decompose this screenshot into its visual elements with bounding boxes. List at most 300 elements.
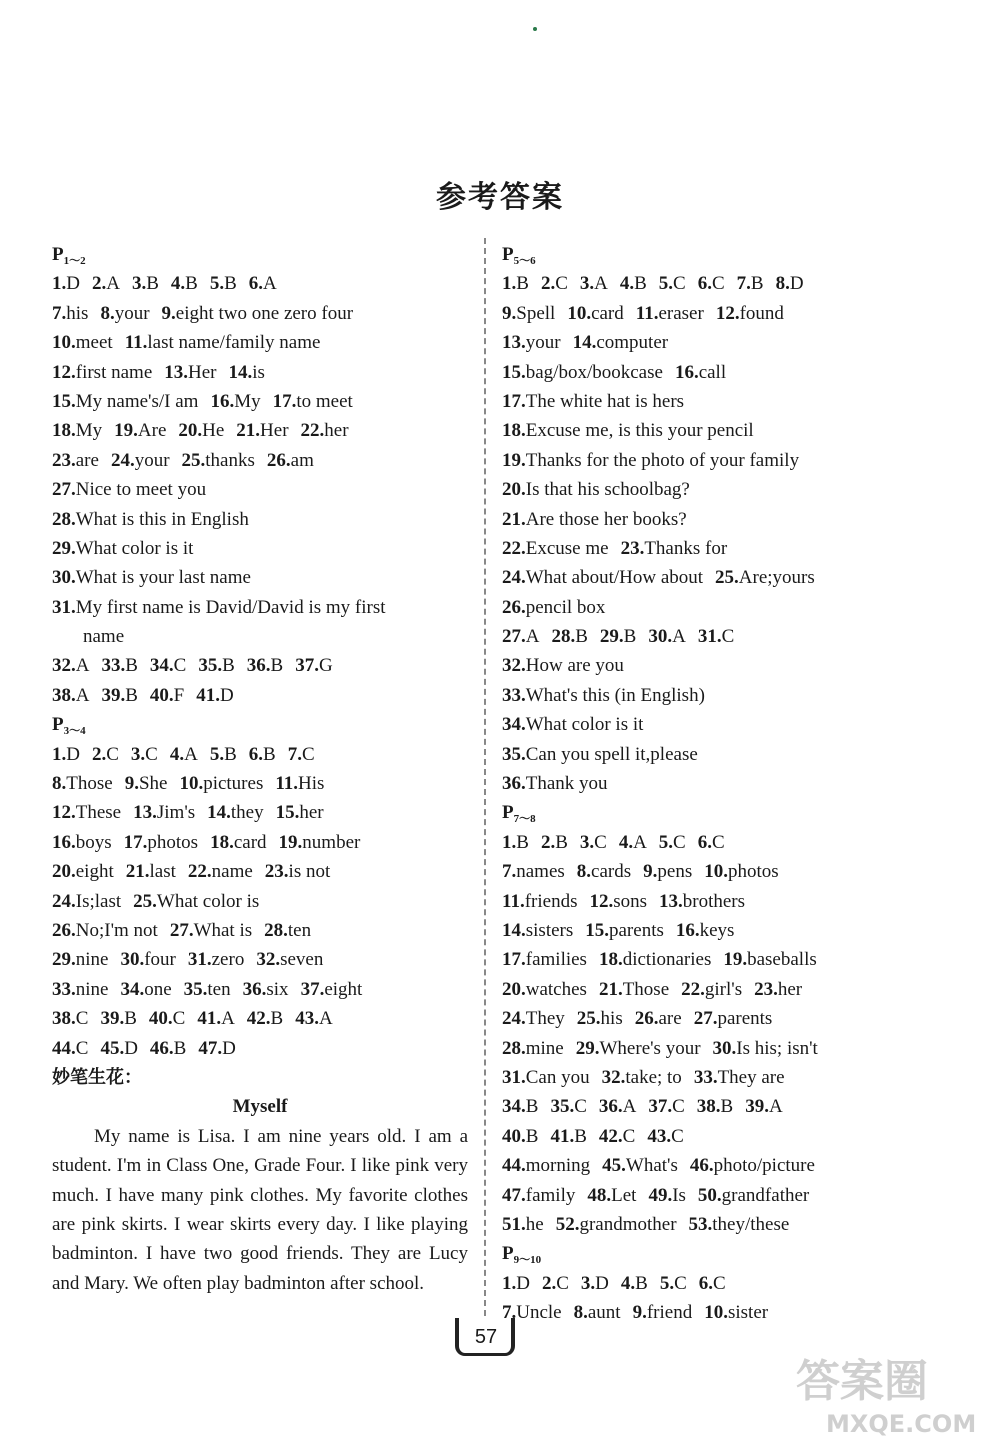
answer-line <box>52 887 468 916</box>
answer-text: seven <box>280 949 324 971</box>
answer-number: 26. <box>634 1008 659 1030</box>
answer-item <box>577 861 631 882</box>
answer-text: B <box>634 273 647 295</box>
answer-text: four <box>144 949 176 971</box>
answer-number: 43. <box>647 1125 672 1147</box>
answer-text: pencil box <box>525 596 606 618</box>
answer-text: Where's your <box>599 1037 701 1059</box>
answer-line <box>52 446 468 475</box>
answer-item <box>131 744 158 765</box>
answer-number: 38. <box>52 684 76 706</box>
section-label <box>502 1239 932 1268</box>
answer-item <box>556 1214 677 1235</box>
answer-number: 34. <box>502 714 526 736</box>
answer-item <box>236 420 288 441</box>
answer-item <box>210 832 266 853</box>
answer-number: 4. <box>620 1272 636 1294</box>
answer-item <box>551 626 587 647</box>
answer-item <box>659 273 686 294</box>
answer-item <box>150 685 184 706</box>
answer-item <box>101 685 137 706</box>
answer-item <box>52 509 249 530</box>
answer-number: 35. <box>183 978 208 1000</box>
answer-number: 11. <box>502 890 525 912</box>
answer-text: C <box>671 1125 684 1147</box>
answer-text: last <box>149 861 176 883</box>
answer-item <box>210 273 237 294</box>
answer-number: 11. <box>635 302 659 324</box>
answer-text: What color is it <box>525 714 644 736</box>
answer-text: C <box>555 273 568 295</box>
answer-text: Excuse me <box>525 537 609 559</box>
answer-text: sister <box>727 1302 769 1324</box>
answer-number: 37. <box>648 1096 673 1118</box>
answer-line <box>52 475 468 504</box>
answer-number: 32. <box>256 949 281 971</box>
answer-number: 39. <box>745 1096 769 1118</box>
answer-line <box>502 1063 932 1092</box>
answer-item <box>502 655 624 676</box>
answer-text: B <box>146 273 159 295</box>
answer-number: 40. <box>502 1125 526 1147</box>
answer-item <box>723 949 816 970</box>
answer-number: 10. <box>52 332 76 354</box>
answer-line <box>52 328 468 357</box>
answer-item <box>52 655 89 676</box>
answer-number: 47. <box>198 1037 223 1059</box>
right-column <box>502 240 932 1327</box>
answer-item <box>704 1302 768 1323</box>
answer-number: 30. <box>52 567 76 589</box>
answer-text: D <box>124 1037 138 1059</box>
answer-line <box>502 975 932 1004</box>
answer-number: 1. <box>502 831 517 853</box>
answer-text: B <box>263 743 276 765</box>
answer-number: 15. <box>585 919 609 941</box>
answer-item <box>133 891 259 912</box>
answer-number: 44. <box>52 1037 76 1059</box>
answer-number: 5. <box>209 273 225 295</box>
answer-line <box>52 1034 468 1063</box>
essay-title: Myself <box>232 1096 288 1118</box>
answer-text: her <box>777 978 803 1000</box>
answer-text: found <box>739 302 784 324</box>
answer-text: is <box>252 361 265 383</box>
essay-paragraph: My name is Lisa. I am nine years old. I am a student. I'm in Class One, Grade Four. I like pink very much. I have many pink clothes. My favorite clothes are pink skirts. I wear skirts every day. I like playing badminton. I have two good friends. They are Lucy and Mary. We often play badminton after school. <box>52 1125 468 1294</box>
answer-item <box>184 979 231 1000</box>
answer-item <box>179 773 263 794</box>
answer-number: 35. <box>550 1096 575 1118</box>
answer-text: six <box>266 978 289 1000</box>
answer-line <box>502 1034 932 1063</box>
answer-item <box>52 949 108 970</box>
answer-line <box>502 358 932 387</box>
section-label-pages: 5～6 <box>513 255 536 267</box>
watermark-text-en: MXQE.COM <box>826 1410 977 1438</box>
answer-number: 6. <box>698 1272 714 1294</box>
answer-line <box>502 387 932 416</box>
answer-text: cards <box>591 861 632 883</box>
answer-item <box>621 538 728 559</box>
answer-item <box>120 949 175 970</box>
answer-item <box>502 597 605 618</box>
answer-text: His <box>298 773 325 795</box>
answer-number: 5. <box>659 1272 675 1294</box>
answer-line <box>52 916 468 945</box>
answer-number: 7. <box>736 273 751 295</box>
answer-item <box>92 744 119 765</box>
answer-text: computer <box>596 332 669 354</box>
answer-line <box>502 769 932 798</box>
answer-text: They are <box>717 1066 785 1088</box>
answer-number: 3. <box>579 273 595 295</box>
answer-line <box>502 710 932 739</box>
answer-number: 4. <box>170 273 186 295</box>
essay-heading: 妙笔生花： <box>52 1066 142 1088</box>
answer-text: B <box>125 655 138 677</box>
answer-item <box>83 626 124 647</box>
answer-item <box>101 655 137 676</box>
answer-number: 8. <box>100 302 115 324</box>
answer-number: 11. <box>124 332 148 354</box>
answer-text: your <box>525 332 561 354</box>
answer-item <box>716 303 784 324</box>
answer-line <box>502 681 932 710</box>
answer-item <box>502 861 565 882</box>
answer-number: 2. <box>541 1272 557 1294</box>
answer-item <box>698 273 725 294</box>
answer-text: eraser <box>658 302 704 324</box>
answer-number: 4. <box>169 743 185 765</box>
answer-number: 23. <box>52 449 76 471</box>
answer-text: Is <box>672 1184 686 1206</box>
answer-item <box>550 1126 586 1147</box>
answer-number: 23. <box>264 861 289 883</box>
answer-item <box>567 303 623 324</box>
answer-item <box>132 273 159 294</box>
answer-text: Is;last <box>75 890 122 912</box>
answer-item <box>264 920 311 941</box>
answer-number: 22. <box>187 861 212 883</box>
answer-number: 22. <box>300 420 325 442</box>
answer-text: B <box>173 1037 187 1059</box>
answer-number: 6. <box>248 273 264 295</box>
answer-number: 17. <box>123 831 148 853</box>
answer-number: 12. <box>52 802 76 824</box>
answer-item <box>689 1214 790 1235</box>
answer-number: 13. <box>502 332 526 354</box>
answer-item <box>502 626 539 647</box>
answer-number: 49. <box>648 1184 673 1206</box>
answer-text: C <box>721 626 735 648</box>
answer-text: thanks <box>205 449 255 471</box>
answer-item <box>210 744 237 765</box>
answer-item <box>188 949 244 970</box>
answer-item <box>288 744 315 765</box>
answer-text: C <box>594 831 607 853</box>
answer-text: C <box>75 1008 89 1030</box>
answer-number: 1. <box>502 1272 517 1294</box>
section-label-pages: 9～10 <box>513 1254 542 1267</box>
answer-text: Thank you <box>525 773 608 795</box>
answer-item <box>542 1273 569 1294</box>
answer-number: 38. <box>52 1008 76 1030</box>
answer-text: eight <box>324 978 363 1000</box>
answer-number: 33. <box>693 1066 718 1088</box>
answer-number: 35. <box>198 655 223 677</box>
answer-item <box>52 332 113 353</box>
answer-number: 31. <box>52 596 76 618</box>
answer-number: 35. <box>502 743 526 765</box>
answer-text: pictures <box>203 773 264 795</box>
watermark-text-cn: 答案圈 <box>796 1356 928 1407</box>
answer-text: nine <box>75 978 109 1000</box>
answer-line <box>52 358 468 387</box>
answer-text: C <box>713 1272 726 1294</box>
answer-number: 40. <box>149 684 174 706</box>
answer-number: 3. <box>580 1272 596 1294</box>
answer-number: 38. <box>696 1096 721 1118</box>
answer-text: What about/How about <box>525 567 704 589</box>
section-label-pages: 1～2 <box>63 255 86 267</box>
answer-item <box>182 450 255 471</box>
answer-number: 25. <box>181 449 206 471</box>
answer-item <box>694 1067 785 1088</box>
answer-item <box>125 332 321 353</box>
answer-text: C <box>106 743 119 765</box>
answer-line <box>502 505 932 534</box>
answer-number: 37. <box>300 978 325 1000</box>
column-divider <box>484 238 486 1316</box>
answer-item <box>502 979 587 1000</box>
answer-number: 13. <box>164 361 189 383</box>
answer-item <box>502 1008 565 1029</box>
answer-text: C <box>574 1096 587 1118</box>
answer-number: 10. <box>704 1302 728 1324</box>
answer-item <box>599 949 711 970</box>
answer-line <box>502 651 932 680</box>
answer-item <box>675 362 726 383</box>
answer-text: are <box>75 449 99 471</box>
answer-text: What's <box>625 1155 678 1177</box>
answer-number: 10. <box>567 302 592 324</box>
answer-item <box>697 1096 733 1117</box>
answer-number: 1. <box>52 743 67 765</box>
answer-text: watches <box>525 978 587 1000</box>
answer-line <box>502 534 932 563</box>
answer-number: 14. <box>572 332 597 354</box>
answer-item <box>635 1008 682 1029</box>
answer-number: 30. <box>120 949 145 971</box>
answer-number: 40. <box>148 1008 173 1030</box>
answer-text: B <box>270 655 284 677</box>
answer-number: 20. <box>178 420 203 442</box>
answer-text: photo/picture <box>713 1155 815 1177</box>
answer-number: 52. <box>555 1213 580 1235</box>
answer-number: 30. <box>648 626 673 648</box>
answer-item <box>502 773 608 794</box>
answer-text: D <box>595 1272 609 1294</box>
answer-text: B <box>525 1125 539 1147</box>
answer-item <box>188 861 253 882</box>
answer-line <box>52 681 468 710</box>
answer-text: B <box>125 684 138 706</box>
answer-item <box>125 773 168 794</box>
answer-line <box>502 563 932 592</box>
answer-number: 18. <box>598 949 623 971</box>
answer-text: names <box>516 861 565 883</box>
answer-item <box>502 714 643 735</box>
answer-item <box>171 273 198 294</box>
answer-item <box>502 1096 538 1117</box>
answer-line <box>502 328 932 357</box>
answer-item <box>619 832 647 853</box>
answer-item <box>229 362 265 383</box>
answer-line <box>502 945 932 974</box>
answer-number: 5. <box>658 831 674 853</box>
answer-item <box>111 450 170 471</box>
answer-text: B <box>516 273 529 295</box>
answer-text: D <box>789 273 804 295</box>
answer-number: 9. <box>643 861 658 883</box>
answer-text: sons <box>613 890 648 912</box>
answer-item <box>643 861 692 882</box>
answer-number: 29. <box>52 537 76 559</box>
answer-item <box>660 1273 687 1294</box>
answer-item <box>589 891 647 912</box>
answer-number: 3. <box>130 743 146 765</box>
answer-text: name <box>83 626 125 648</box>
answer-item <box>599 1096 636 1117</box>
answer-item <box>600 626 636 647</box>
answer-number: 10. <box>704 861 728 883</box>
answer-number: 34. <box>149 655 174 677</box>
answer-text: number <box>302 831 361 853</box>
section-label-p: P <box>502 244 514 265</box>
answer-number: 36. <box>502 773 526 795</box>
answer-text: C <box>673 273 686 295</box>
answer-item <box>52 773 113 794</box>
answer-item <box>502 509 687 530</box>
answer-text: C <box>673 831 686 853</box>
answer-item <box>100 1008 136 1029</box>
answer-number: 6. <box>697 831 712 853</box>
answer-text: girl's <box>704 978 743 1000</box>
answer-item <box>599 1126 635 1147</box>
answer-item <box>621 1273 648 1294</box>
answer-item <box>249 744 276 765</box>
answer-line <box>52 534 468 563</box>
answer-text: meet <box>75 332 113 354</box>
answer-text: Are those her books? <box>525 508 687 530</box>
answer-number: 7. <box>502 1302 517 1324</box>
answer-item <box>150 655 186 676</box>
section-label-p: P <box>502 1243 514 1265</box>
answer-number: 8. <box>775 273 790 295</box>
answer-text: My <box>75 420 103 442</box>
answer-item <box>210 391 260 412</box>
answer-number: 18. <box>502 420 526 442</box>
answer-number: 17. <box>502 390 526 412</box>
answer-item <box>502 1185 575 1206</box>
answer-item <box>576 1038 701 1059</box>
answer-number: 21. <box>502 508 526 530</box>
answer-text: A <box>622 1096 637 1118</box>
answer-text: C <box>173 655 187 677</box>
answer-item <box>502 1067 590 1088</box>
answer-text: they/these <box>712 1213 790 1235</box>
answer-text: My first name is David/David is my first <box>75 596 386 618</box>
answer-item <box>243 979 289 1000</box>
answer-number: 22. <box>502 537 526 559</box>
answer-number: 23. <box>754 978 778 1000</box>
answer-number: 32. <box>52 655 76 677</box>
answer-item <box>114 420 166 441</box>
answer-item <box>276 802 324 823</box>
answer-number: 11. <box>275 773 299 795</box>
answer-text: B <box>555 831 568 853</box>
answer-item <box>699 1273 726 1294</box>
answer-number: 1. <box>502 273 517 295</box>
answer-text: Excuse me, is this your pencil <box>525 420 754 442</box>
answer-item <box>198 655 234 676</box>
answer-text: baseballs <box>747 949 817 971</box>
answer-line <box>52 1004 468 1033</box>
answer-text: C <box>172 1008 186 1030</box>
answer-text: families <box>525 949 587 971</box>
answer-item <box>197 1008 234 1029</box>
answer-line <box>502 828 932 857</box>
answer-text: A <box>263 273 277 295</box>
answer-item <box>247 655 283 676</box>
answer-number: 21. <box>125 861 150 883</box>
answer-text: D <box>222 1037 236 1059</box>
answer-text: card <box>233 831 267 853</box>
answer-item <box>573 332 669 353</box>
answer-item <box>295 655 332 676</box>
answer-text: Those <box>66 773 113 795</box>
answer-line <box>502 446 932 475</box>
answer-item <box>502 949 587 970</box>
answer-text: What color is <box>156 890 260 912</box>
answer-line <box>52 563 468 592</box>
answer-number: 19. <box>114 420 138 442</box>
answer-number: 25. <box>576 1008 601 1030</box>
answer-number: 24. <box>502 1008 526 1030</box>
section-label-p: P <box>52 244 64 265</box>
answer-number: 10. <box>179 773 204 795</box>
answer-text: Are <box>137 420 167 442</box>
answer-number: 33. <box>502 684 526 706</box>
answer-number: 16. <box>52 831 76 853</box>
answer-line <box>52 798 468 827</box>
answer-item <box>659 832 686 853</box>
answer-line <box>502 1151 932 1180</box>
answer-text: Those <box>622 978 670 1000</box>
answer-number: 43. <box>295 1008 319 1030</box>
answer-text: photos <box>147 831 199 853</box>
answer-number: 15. <box>502 361 526 383</box>
answer-item <box>502 362 663 383</box>
answer-item <box>52 979 108 1000</box>
answer-number: 2. <box>91 273 107 295</box>
answer-item <box>267 450 314 471</box>
answer-item <box>580 832 607 853</box>
answer-item <box>502 332 561 353</box>
answer-number: 27. <box>169 919 194 941</box>
answer-number: 34. <box>502 1096 526 1118</box>
answer-text: C <box>556 1272 569 1294</box>
